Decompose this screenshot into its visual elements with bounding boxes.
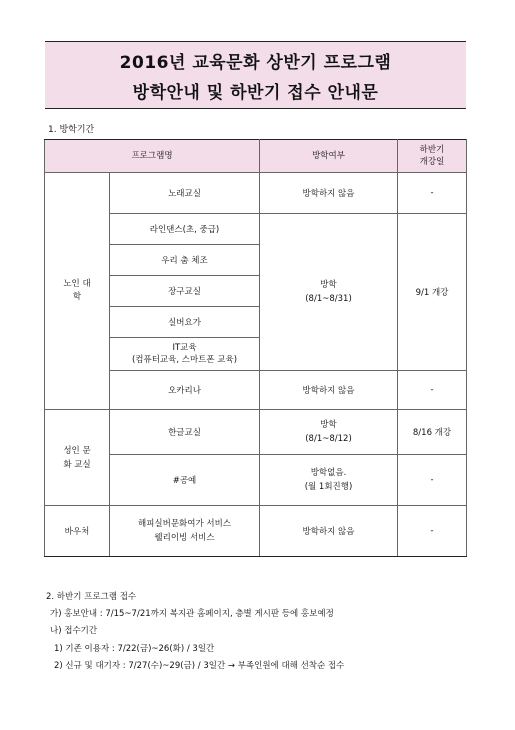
- title-banner: [45, 41, 466, 109]
- header-reopen-1: 하반기: [419, 145, 445, 155]
- header-reopen: [398, 140, 467, 173]
- program-singing: 노래교실: [110, 173, 260, 214]
- group-senior: 노인 대학: [45, 173, 110, 410]
- program-ocarina: 오카리나: [110, 371, 260, 410]
- section2-b1: 1) 기존 이용자 : 7/22(금)~26(화) / 3일간: [54, 644, 215, 654]
- program-craft: #공예: [110, 455, 260, 506]
- vac-group: 방학 (8/1~8/31): [260, 214, 398, 371]
- program-it: IT교육 (컴퓨터교육, 스마트폰 교육): [110, 338, 260, 371]
- open-craft: -: [398, 455, 467, 506]
- program-dance: 우리 춤 체조: [110, 245, 260, 276]
- section2-a: 가) 홍보안내 : 7/15~7/21까지 복지관 홈페이지, 층별 게시판 등에 홍보예정: [50, 609, 334, 619]
- program-janggu: 장구교실: [110, 276, 260, 307]
- vac-voucher: 방학하지 않음: [260, 506, 398, 557]
- header-program: 프로그램명: [45, 140, 260, 173]
- vac-craft: 방학없음. (월 1회진행): [260, 455, 398, 506]
- section2-heading: 2. 하반기 프로그램 접수: [46, 592, 137, 602]
- open-singing: -: [398, 173, 467, 214]
- vac-singing: 방학하지 않음: [260, 173, 398, 214]
- program-yoga: 실버요가: [110, 307, 260, 338]
- vac-hangul: 방학 (8/1~8/12): [260, 410, 398, 455]
- section2-b2: 2) 신규 및 대기자 : 7/27(수)~29(금) / 3일간 → 부족인원에 대해 선착순 접수: [54, 661, 345, 671]
- vac-ocarina: 방학하지 않음: [260, 371, 398, 410]
- program-hangul: 한글교실: [110, 410, 260, 455]
- section1-heading: 1. 방학기간: [48, 125, 95, 135]
- header-reopen-2: 개강일: [419, 157, 445, 167]
- open-voucher: -: [398, 506, 467, 557]
- title-line-2: 방학안내 및 하반기 접수 안내문: [132, 83, 379, 103]
- title-line-1: 2016년 교육문화 상반기 프로그램: [119, 53, 392, 73]
- group-voucher: 바우처: [45, 506, 110, 557]
- open-group: 9/1 개강: [398, 214, 467, 371]
- program-linedance: 라인댄스(초, 중급): [110, 214, 260, 245]
- open-ocarina: -: [398, 371, 467, 410]
- program-voucher: 해피실버문화여가 서비스 웰리이빙 서비스: [110, 506, 260, 557]
- section2-b: 나) 접수기간: [50, 626, 98, 636]
- open-hangul: 8/16 개강: [398, 410, 467, 455]
- vacation-table: [44, 139, 467, 557]
- header-vacation: 방학여부: [260, 140, 398, 173]
- group-adult: 성인 문화 교실: [45, 410, 110, 506]
